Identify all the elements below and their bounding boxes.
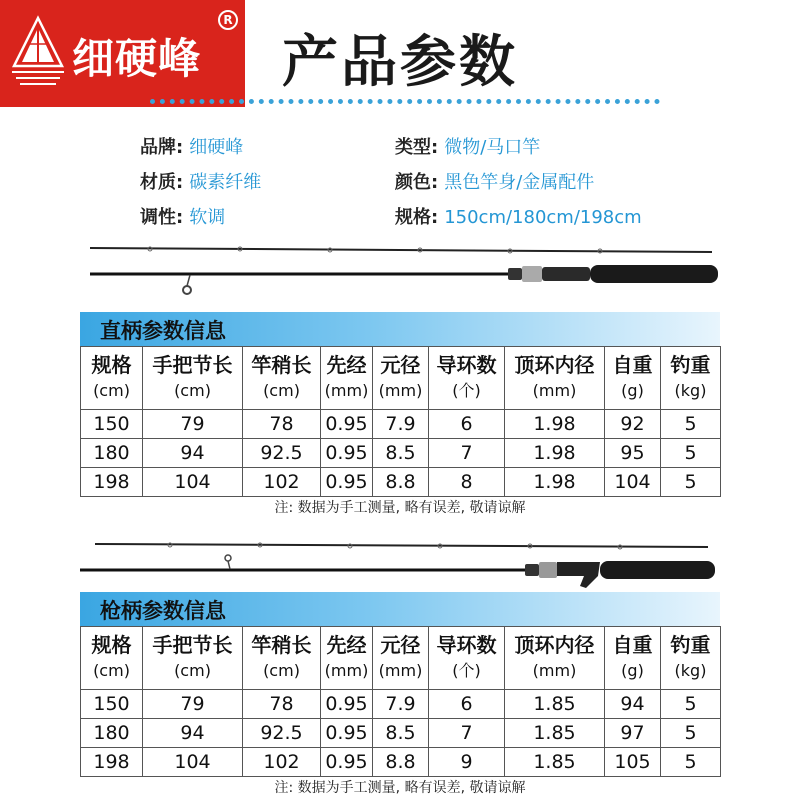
table-cell: 0.95 (321, 719, 373, 748)
table-cell: 92.5 (243, 719, 321, 748)
table-row (81, 439, 721, 468)
column-header-unit: (mm) (532, 381, 577, 400)
spec-label: 颜色: (395, 172, 439, 193)
table-cell: 1.85 (505, 748, 605, 777)
spec-label: 规格: (395, 207, 439, 228)
table-cell: 8.8 (373, 748, 429, 777)
table-cell: 5 (661, 748, 721, 777)
table-cell: 94 (605, 690, 661, 719)
spec-value: 软调 (189, 207, 226, 228)
column-header (505, 347, 605, 410)
casting-note: 注: 数据为手工测量, 略有误差, 敬请谅解 (274, 780, 526, 796)
casting-spec-table (80, 626, 721, 777)
table-cell: 180 (81, 719, 143, 748)
table-cell: 0.95 (321, 748, 373, 777)
table-row (81, 719, 721, 748)
table-cell: 102 (243, 468, 321, 497)
spec-size (395, 203, 642, 229)
table-cell: 7 (429, 719, 505, 748)
column-header (243, 627, 321, 690)
column-header-name: 先经 (326, 353, 367, 377)
table-row (81, 690, 721, 719)
table-cell: 97 (605, 719, 661, 748)
casting-rod-image (0, 530, 800, 590)
column-header (605, 627, 661, 690)
column-header-unit: (mm) (378, 381, 423, 400)
column-header-name: 钓重 (670, 633, 711, 657)
table-cell: 1.98 (505, 468, 605, 497)
column-header (373, 347, 429, 410)
table-cell: 78 (243, 690, 321, 719)
spec-label: 调性: (140, 207, 184, 228)
column-header-unit: (cm) (263, 381, 300, 400)
table-cell: 79 (143, 690, 243, 719)
column-header (429, 627, 505, 690)
casting-section-header (80, 592, 720, 626)
spec-brand (140, 133, 243, 159)
table-cell: 180 (81, 439, 143, 468)
table-row (81, 410, 721, 439)
column-header (143, 347, 243, 410)
table-cell: 92.5 (243, 439, 321, 468)
table-cell: 198 (81, 748, 143, 777)
table-cell: 5 (661, 690, 721, 719)
table-cell: 8 (429, 468, 505, 497)
column-header (321, 627, 373, 690)
spec-label: 品牌: (140, 137, 184, 158)
straight-spec-table (80, 346, 721, 497)
column-header (429, 347, 505, 410)
table-cell: 0.95 (321, 439, 373, 468)
column-header (321, 347, 373, 410)
table-cell: 6 (429, 690, 505, 719)
column-header-name: 导环数 (436, 353, 497, 377)
table-cell: 5 (661, 439, 721, 468)
column-header-name: 手把节长 (152, 353, 233, 377)
column-header-unit: (cm) (174, 661, 211, 680)
table-cell: 7.9 (373, 410, 429, 439)
table-cell: 104 (143, 468, 243, 497)
mountain-logo-icon (10, 14, 66, 92)
table-row (81, 468, 721, 497)
table-cell: 5 (661, 719, 721, 748)
column-header-name: 钓重 (670, 353, 711, 377)
spec-value: 碳素纤维 (189, 172, 262, 193)
table-cell: 78 (243, 410, 321, 439)
table-cell: 150 (81, 690, 143, 719)
table-cell: 8.5 (373, 719, 429, 748)
column-header (373, 627, 429, 690)
brand-logo (0, 0, 245, 107)
table-cell: 8.5 (373, 439, 429, 468)
column-header-unit: (mm) (532, 661, 577, 680)
page-title: 产品参数 (282, 30, 518, 95)
column-header (661, 347, 721, 410)
column-header-name: 顶环内径 (514, 633, 595, 657)
straight-note: 注: 数据为手工测量, 略有误差, 敬请谅解 (274, 500, 526, 516)
table-cell: 8.8 (373, 468, 429, 497)
column-header-name: 规格 (91, 633, 132, 657)
table-cell: 198 (81, 468, 143, 497)
column-header-unit: (mm) (324, 381, 369, 400)
straight-section-header (80, 312, 720, 346)
column-header-unit: (cm) (263, 661, 300, 680)
column-header (605, 347, 661, 410)
column-header-name: 竿稍长 (251, 633, 312, 657)
column-header (143, 627, 243, 690)
column-header-unit: (mm) (378, 661, 423, 680)
table-cell: 92 (605, 410, 661, 439)
spec-material (140, 168, 261, 194)
table-cell: 1.98 (505, 439, 605, 468)
table-cell: 5 (661, 410, 721, 439)
table-cell: 1.85 (505, 719, 605, 748)
column-header-name: 自重 (612, 353, 653, 377)
column-header-unit: (kg) (674, 661, 707, 680)
spec-action (140, 203, 225, 229)
spec-type (395, 133, 540, 159)
table-cell: 94 (143, 439, 243, 468)
spec-label: 材质: (140, 172, 184, 193)
table-cell: 7.9 (373, 690, 429, 719)
column-header-unit: (个) (452, 381, 481, 400)
column-header-name: 顶环内径 (514, 353, 595, 377)
table-cell: 79 (143, 410, 243, 439)
table-cell: 0.95 (321, 690, 373, 719)
table-cell: 150 (81, 410, 143, 439)
column-header-name: 竿稍长 (251, 353, 312, 377)
column-header-name: 规格 (91, 353, 132, 377)
column-header (505, 627, 605, 690)
registered-mark: R (218, 10, 238, 30)
table-row (81, 748, 721, 777)
spec-color (395, 168, 594, 194)
column-header-name: 手把节长 (152, 633, 233, 657)
table-cell: 102 (243, 748, 321, 777)
column-header-unit: (kg) (674, 381, 707, 400)
spec-value: 细硬峰 (189, 137, 244, 158)
dotted-divider (150, 99, 660, 104)
table-cell: 0.95 (321, 410, 373, 439)
column-header-unit: (g) (621, 661, 644, 680)
casting-section-title: 枪柄参数信息 (100, 599, 226, 623)
column-header-name: 元径 (380, 353, 421, 377)
straight-section-title: 直柄参数信息 (100, 319, 226, 343)
column-header-unit: (cm) (174, 381, 211, 400)
column-header-unit: (g) (621, 381, 644, 400)
table-cell: 6 (429, 410, 505, 439)
column-header-unit: (cm) (93, 381, 130, 400)
table-cell: 104 (143, 748, 243, 777)
column-header-name: 先经 (326, 633, 367, 657)
table-cell: 94 (143, 719, 243, 748)
table-cell: 1.85 (505, 690, 605, 719)
spec-label: 类型: (395, 137, 439, 158)
table-cell: 7 (429, 439, 505, 468)
straight-rod-image (0, 238, 800, 300)
column-header (81, 627, 143, 690)
table-cell: 95 (605, 439, 661, 468)
table-cell: 1.98 (505, 410, 605, 439)
column-header-unit: (mm) (324, 661, 369, 680)
column-header-name: 自重 (612, 633, 653, 657)
spec-value: 微物/马口竿 (444, 137, 541, 158)
spec-value: 150cm/180cm/198cm (444, 207, 642, 228)
table-cell: 5 (661, 468, 721, 497)
column-header-unit: (cm) (93, 661, 130, 680)
column-header-name: 元径 (380, 633, 421, 657)
table-cell: 0.95 (321, 468, 373, 497)
brand-name: 细硬峰 (72, 34, 202, 83)
spec-value: 黑色竿身/金属配件 (444, 172, 595, 193)
table-cell: 104 (605, 468, 661, 497)
table-cell: 105 (605, 748, 661, 777)
column-header (243, 347, 321, 410)
column-header-unit: (个) (452, 661, 481, 680)
column-header (81, 347, 143, 410)
column-header-name: 导环数 (436, 633, 497, 657)
column-header (661, 627, 721, 690)
table-cell: 9 (429, 748, 505, 777)
